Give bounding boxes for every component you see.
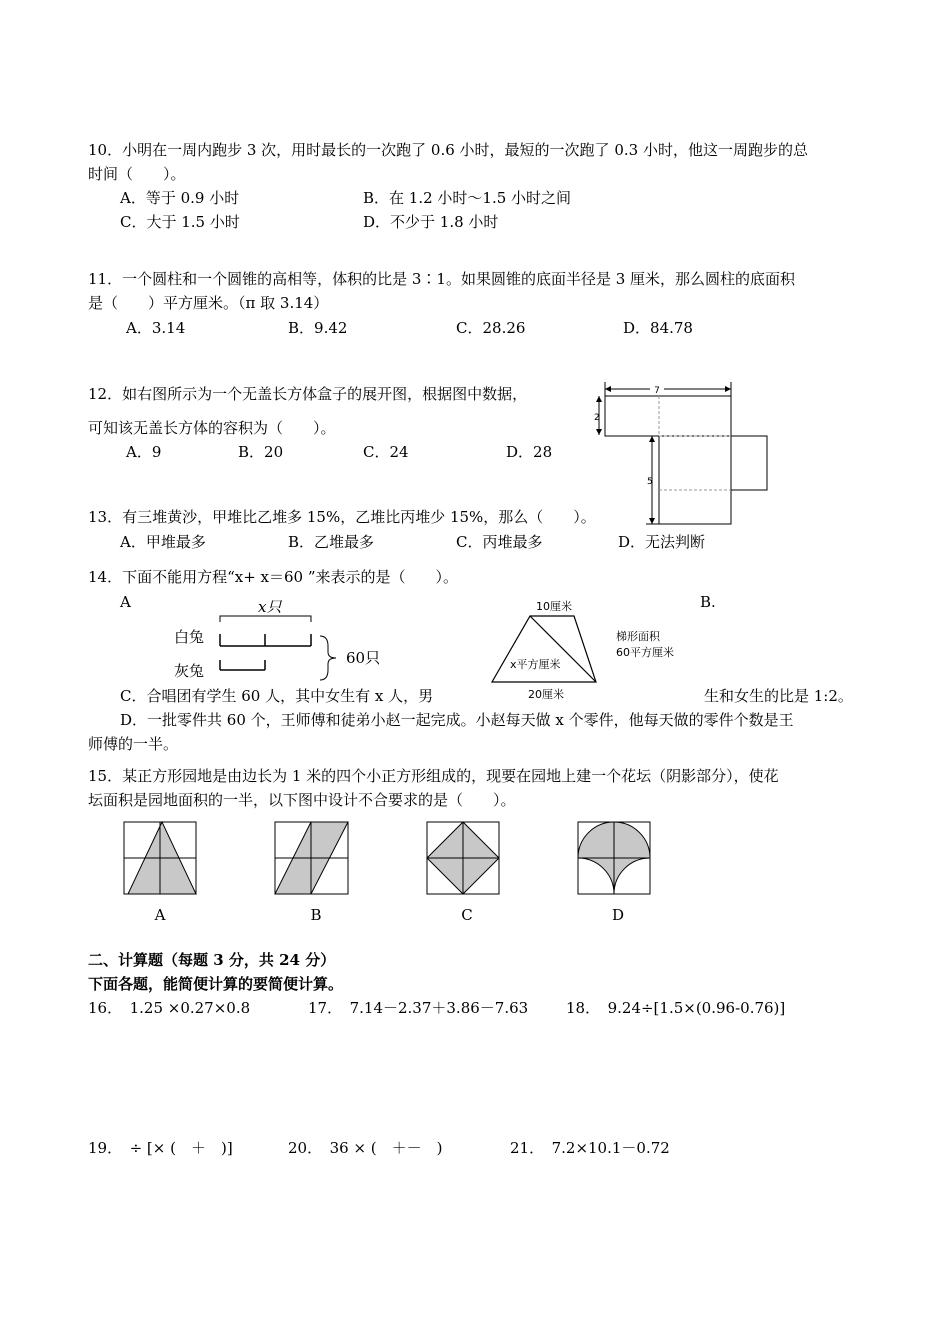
q11-stem-line2: 是（ ）平方厘米。（π 取 3.14） [88,294,329,312]
q14-fig-b-top-label: 10厘米 [536,600,572,613]
q10-option-c: C．大于 1.5 小时 [120,213,240,231]
q15-figure-a [124,822,196,924]
q14-fig-a-top-label: x只 [258,598,282,616]
q15-label-b: B [310,906,322,924]
calc-q21: 21． 7.2×10.1－0.72 [510,1139,670,1157]
q12-option-b: B．20 [238,443,284,461]
q14-fig-b-trapezoid [488,596,693,706]
q10-stem-line1: 10．小明在一周内跑步 3 次，用时最长的一次跑了 0.6 小时，最短的一次跑了 0.3 小时，他这一周跑步的总 [88,141,808,159]
q14-option-a-label: A [120,593,131,611]
q13-option-a: A．甲堆最多 [120,533,206,551]
q15-stem-line1: 15．某正方形园地是由边长为 1 米的四个小正方形组成的，现要在园地上建一个花坛（阴影部分），使花 [88,767,779,785]
q14-stem: 14．下面不能用方程“x+ x＝60 ”来表示的是（ ）。 [88,568,459,586]
q12-option-c: C．24 [363,443,409,461]
section2-instruction: 下面各题，能简便计算的要简便计算。 [88,975,344,993]
q11-option-d: D．84.78 [623,319,693,337]
q15-stem-line2: 坛面积是园地面积的一半，以下图中设计不合要求的是（ ）。 [88,791,516,809]
q14-fig-b-note2: 60平方厘米 [616,646,674,659]
q15-figure-d [578,822,650,924]
q14-fig-a-row2-label: 灰兔 [174,662,205,680]
calc-q18: 18． 9.24÷[1.5×(0.96-0.76)] [566,999,786,1017]
q10-stem-line2: 时间（ ）。 [88,165,186,183]
q14-fig-b-inner-label: x平方厘米 [510,658,561,671]
q14-fig-a-row1-label: 白兔 [174,628,205,646]
q15-figures [120,818,660,930]
q12-label-5: 5 [647,477,653,487]
calc-q19: 19． ÷ [× ( ＋ )] [88,1139,233,1157]
q12-box-net-figure [588,378,778,530]
q11-option-a: A．3.14 [126,319,186,337]
q11-option-b: B．9.42 [288,319,348,337]
q14-option-c-left: C．合唱团有学生 60 人，其中女生有 x 人，男 [120,687,434,705]
q15-label-a: A [154,906,166,924]
q11-stem-line1: 11．一个圆柱和一个圆锥的高相等，体积的比是 3∶1。如果圆锥的底面半径是 3 厘米，那么圆柱的底面积 [88,270,796,288]
q12-option-d: D．28 [506,443,553,461]
q12-label-7: 7 [654,386,660,396]
calc-q17: 17． 7.14－2.37＋3.86－7.63 [308,999,529,1017]
q13-option-b: B．乙堆最多 [288,533,375,551]
q10-option-b: B．在 1.2 小时～1.5 小时之间 [363,189,572,207]
q14-fig-a-bar-diagram [168,596,393,684]
q15-label-c: C [461,906,473,924]
q12-option-a: A．9 [126,443,162,461]
q14-option-c-right: 生和女生的比是 1:2。 [704,687,853,705]
q13-option-c: C．丙堆最多 [456,533,543,551]
q13-stem: 13．有三堆黄沙，甲堆比乙堆多 15%，乙堆比丙堆少 15%，那么（ ）。 [88,508,596,526]
q14-fig-a-total-label: 60只 [346,649,381,667]
q11-option-c: C．28.26 [456,319,526,337]
q15-figure-b [275,822,348,924]
q14-option-d-line2: 师傅的一半。 [88,735,179,753]
calc-q16: 16． 1.25 ×0.27×0.8 [88,999,251,1017]
q14-fig-b-note1: 梯形面积 [616,630,660,643]
q13-option-d: D．无法判断 [618,533,706,551]
q12-stem-line1: 12．如右图所示为一个无盖长方体盒子的展开图，根据图中数据， [88,385,528,403]
q14-option-b-label: B. [700,593,716,611]
calc-q20: 20． 36 × ( ＋－ ) [288,1139,443,1157]
q10-option-d: D．不少于 1.8 小时 [363,213,499,231]
q12-stem-line2: 可知该无盖长方体的容积为（ ）。 [88,419,336,437]
section2-title: 二、计算题（每题 3 分，共 24 分） [88,951,336,969]
q15-label-d: D [611,906,625,924]
q14-option-d-line1: D．一批零件共 60 个，王师傅和徒弟小赵一起完成。小赵每天做 x 个零件，他每天做的零件个数是王 [120,711,794,729]
q14-fig-b-bottom-label: 20厘米 [528,688,564,701]
q15-figure-c [427,822,499,924]
q10-option-a: A．等于 0.9 小时 [120,189,240,207]
q12-label-2: 2 [594,413,600,423]
